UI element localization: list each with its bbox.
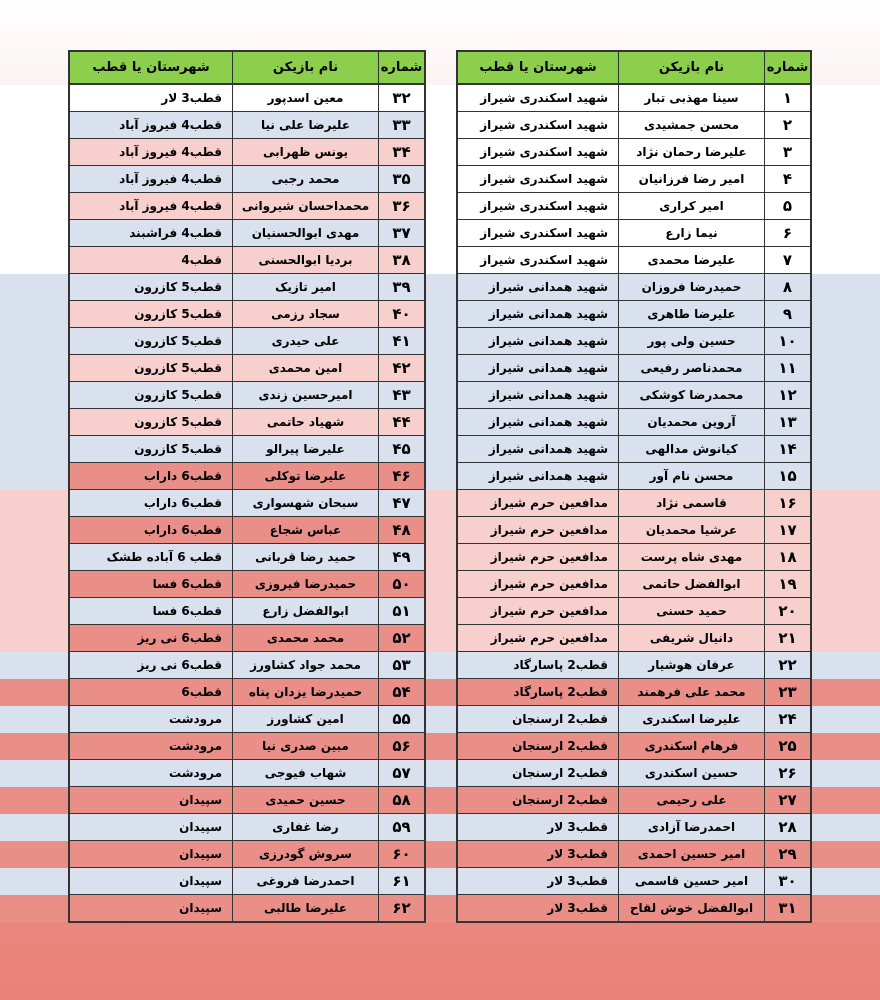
player-number: ۱۳ [765, 409, 812, 436]
player-name: مبین صدری نیا [233, 733, 379, 760]
player-city: قطب5 کازرون [69, 436, 233, 463]
player-city: قطب6 نی ریز [69, 652, 233, 679]
player-number: ۲۳ [765, 679, 812, 706]
player-name: ابوالفضل خوش لقاح [619, 895, 765, 923]
player-name: محمدناصر رفیعی [619, 355, 765, 382]
player-number: ۳۵ [379, 166, 426, 193]
table-row [457, 490, 811, 517]
player-number: ۳۳ [379, 112, 426, 139]
player-city: مدافعین حرم شیراز [457, 517, 619, 544]
table-row [457, 382, 811, 409]
player-city: قطب4 فیروز آباد [69, 193, 233, 220]
player-name: علی رحیمی [619, 787, 765, 814]
player-name: حسین ولی پور [619, 328, 765, 355]
table-row [69, 868, 425, 895]
player-name: امیر تازیک [233, 274, 379, 301]
table-row [69, 733, 425, 760]
player-number: ۴۷ [379, 490, 426, 517]
player-name: مهدی شاه پرست [619, 544, 765, 571]
table-row [457, 247, 811, 274]
player-city: شهید همدانی شیراز [457, 301, 619, 328]
player-city: سپیدان [69, 895, 233, 923]
player-number: ۲۹ [765, 841, 812, 868]
player-name: آروین محمدیان [619, 409, 765, 436]
player-city: قطب2 ارسنجان [457, 706, 619, 733]
player-city: قطب5 کازرون [69, 301, 233, 328]
header-player-name: نام بازیکن [619, 51, 765, 84]
header-number: شماره [379, 51, 426, 84]
table-row [457, 814, 811, 841]
player-name: محمد علی فرهمند [619, 679, 765, 706]
player-city: سپیدان [69, 868, 233, 895]
player-name: حمید حسنی [619, 598, 765, 625]
player-number: ۵۲ [379, 625, 426, 652]
table-row [457, 193, 811, 220]
header-number: شماره [765, 51, 812, 84]
player-number: ۶۲ [379, 895, 426, 923]
table-row [457, 355, 811, 382]
player-number: ۳۶ [379, 193, 426, 220]
table-row [457, 544, 811, 571]
player-name: بردیا ابوالحسنی [233, 247, 379, 274]
player-city: قطب6 [69, 679, 233, 706]
player-city: شهید همدانی شیراز [457, 274, 619, 301]
player-name: حسین حمیدی [233, 787, 379, 814]
table-row [457, 760, 811, 787]
header-city: شهرستان یا قطب [69, 51, 233, 84]
player-name: حمیدرضا فیروزی [233, 571, 379, 598]
table-row [457, 625, 811, 652]
table-row [69, 787, 425, 814]
table-row [69, 517, 425, 544]
table-row [457, 463, 811, 490]
player-city: شهید همدانی شیراز [457, 382, 619, 409]
player-number: ۱ [765, 84, 812, 112]
player-city: قطب2 پاسارگاد [457, 679, 619, 706]
player-city: قطب4 فیروز آباد [69, 166, 233, 193]
player-name: محمد جواد کشاورز [233, 652, 379, 679]
player-city: قطب2 ارسنجان [457, 787, 619, 814]
player-number: ۳۰ [765, 868, 812, 895]
player-number: ۷ [765, 247, 812, 274]
table-row [457, 787, 811, 814]
player-number: ۵۷ [379, 760, 426, 787]
player-city: مدافعین حرم شیراز [457, 598, 619, 625]
table-row [69, 220, 425, 247]
player-city: قطب6 نی ریز [69, 625, 233, 652]
table-row [69, 328, 425, 355]
player-city: شهید همدانی شیراز [457, 463, 619, 490]
table-row [457, 436, 811, 463]
player-name: کیانوش مدالهی [619, 436, 765, 463]
table-row [69, 895, 425, 923]
player-number: ۳۴ [379, 139, 426, 166]
table-row [457, 733, 811, 760]
table-row [69, 355, 425, 382]
table-row [69, 166, 425, 193]
table-row [457, 652, 811, 679]
player-name: مهدی ابوالحسنیان [233, 220, 379, 247]
player-name: محمداحسان شیروانی [233, 193, 379, 220]
player-city: قطب4 [69, 247, 233, 274]
header-city: شهرستان یا قطب [457, 51, 619, 84]
table-row [69, 814, 425, 841]
player-city: شهید اسکندری شیراز [457, 166, 619, 193]
player-city: قطب2 پاسارگاد [457, 652, 619, 679]
table-row [69, 139, 425, 166]
player-number: ۲۷ [765, 787, 812, 814]
table-row [457, 895, 811, 923]
player-name: علیرضا اسکندری [619, 706, 765, 733]
players-table-left [68, 50, 426, 923]
player-number: ۲۸ [765, 814, 812, 841]
player-name: امیر رضا فرزانیان [619, 166, 765, 193]
table-row [69, 625, 425, 652]
player-city: شهید اسکندری شیراز [457, 193, 619, 220]
table-row [69, 382, 425, 409]
player-number: ۱۷ [765, 517, 812, 544]
player-city: قطب6 فسا [69, 571, 233, 598]
player-city: مدافعین حرم شیراز [457, 490, 619, 517]
table-header-row [69, 51, 425, 84]
table-row [457, 274, 811, 301]
table-row [69, 544, 425, 571]
player-number: ۵۱ [379, 598, 426, 625]
table-row [69, 571, 425, 598]
player-number: ۴۶ [379, 463, 426, 490]
player-number: ۴۴ [379, 409, 426, 436]
table-row [69, 84, 425, 112]
player-name: محسن نام آور [619, 463, 765, 490]
table-row [69, 598, 425, 625]
player-number: ۶ [765, 220, 812, 247]
player-name: قاسمی نژاد [619, 490, 765, 517]
player-number: ۴۹ [379, 544, 426, 571]
player-city: شهید همدانی شیراز [457, 328, 619, 355]
player-number: ۵۵ [379, 706, 426, 733]
player-name: علی حیدری [233, 328, 379, 355]
table-row [69, 652, 425, 679]
player-city: قطب6 داراب [69, 463, 233, 490]
table-row [457, 166, 811, 193]
player-name: محمدرضا کوشکی [619, 382, 765, 409]
player-number: ۲۲ [765, 652, 812, 679]
player-name: دانیال شریفی [619, 625, 765, 652]
header-player-name: نام بازیکن [233, 51, 379, 84]
player-city: قطب5 کازرون [69, 409, 233, 436]
table-row [69, 490, 425, 517]
table-row [457, 112, 811, 139]
player-name: امیر حسین احمدی [619, 841, 765, 868]
player-city: قطب 6 آباده طشک [69, 544, 233, 571]
player-name: احمدرضا آزادی [619, 814, 765, 841]
player-name: حمید رضا قربانی [233, 544, 379, 571]
player-number: ۵۰ [379, 571, 426, 598]
player-city: قطب4 فیروز آباد [69, 112, 233, 139]
player-city: قطب4 فراشبند [69, 220, 233, 247]
player-name: علیرضا محمدی [619, 247, 765, 274]
table-header-row [457, 51, 811, 84]
table-row [69, 436, 425, 463]
player-city: شهید همدانی شیراز [457, 436, 619, 463]
player-name: سجاد رزمی [233, 301, 379, 328]
table-row [457, 706, 811, 733]
player-city: مدافعین حرم شیراز [457, 625, 619, 652]
player-name: محمد رجبی [233, 166, 379, 193]
player-number: ۴۱ [379, 328, 426, 355]
player-city: مرودشت [69, 760, 233, 787]
player-city: قطب6 داراب [69, 490, 233, 517]
player-name: امین کشاورز [233, 706, 379, 733]
player-name: فرهام اسکندری [619, 733, 765, 760]
player-city: مرودشت [69, 733, 233, 760]
player-number: ۴۳ [379, 382, 426, 409]
player-city: قطب6 فسا [69, 598, 233, 625]
player-name: علیرضا طاهری [619, 301, 765, 328]
player-name: ابوالفضل حاتمی [619, 571, 765, 598]
player-number: ۲۴ [765, 706, 812, 733]
player-name: معین اسدپور [233, 84, 379, 112]
player-number: ۲۰ [765, 598, 812, 625]
player-city: قطب3 لار [69, 84, 233, 112]
table-row [69, 679, 425, 706]
player-city: شهید اسکندری شیراز [457, 247, 619, 274]
player-number: ۴۲ [379, 355, 426, 382]
player-city: قطب2 ارسنجان [457, 760, 619, 787]
player-number: ۹ [765, 301, 812, 328]
table-row [69, 301, 425, 328]
player-city: قطب5 کازرون [69, 382, 233, 409]
player-name: محمد محمدی [233, 625, 379, 652]
table-row [457, 571, 811, 598]
table-row [69, 112, 425, 139]
table-row [457, 679, 811, 706]
player-city: مدافعین حرم شیراز [457, 544, 619, 571]
table-row [457, 328, 811, 355]
player-name: علیرضا علی نیا [233, 112, 379, 139]
table-row [457, 517, 811, 544]
player-number: ۳۷ [379, 220, 426, 247]
player-city: شهید اسکندری شیراز [457, 112, 619, 139]
players-table-right [456, 50, 812, 923]
player-name: امیر حسین قاسمی [619, 868, 765, 895]
player-name: عرفان هوشیار [619, 652, 765, 679]
table-row [457, 868, 811, 895]
table-row [457, 409, 811, 436]
player-city: قطب5 کازرون [69, 274, 233, 301]
player-city: قطب4 فیروز آباد [69, 139, 233, 166]
table-row [69, 193, 425, 220]
player-number: ۱۲ [765, 382, 812, 409]
player-city: قطب2 ارسنجان [457, 733, 619, 760]
player-name: علیرضا طالبی [233, 895, 379, 923]
player-number: ۱۴ [765, 436, 812, 463]
player-name: سروش گودرزی [233, 841, 379, 868]
player-number: ۲۱ [765, 625, 812, 652]
player-city: مرودشت [69, 706, 233, 733]
player-number: ۵۶ [379, 733, 426, 760]
table-row [457, 139, 811, 166]
player-number: ۱۸ [765, 544, 812, 571]
player-city: قطب6 داراب [69, 517, 233, 544]
player-city: سپیدان [69, 814, 233, 841]
table-row [69, 760, 425, 787]
player-city: قطب5 کازرون [69, 328, 233, 355]
player-name: احمدرضا فروغی [233, 868, 379, 895]
player-name: علیرضا رحمان نژاد [619, 139, 765, 166]
player-name: حمیدرضا فروزان [619, 274, 765, 301]
player-number: ۱۹ [765, 571, 812, 598]
player-name: حمیدرضا یزدان پناه [233, 679, 379, 706]
player-city: قطب3 لار [457, 841, 619, 868]
player-number: ۱۵ [765, 463, 812, 490]
player-city: سپیدان [69, 841, 233, 868]
player-name: امیرحسین زندی [233, 382, 379, 409]
player-city: شهید همدانی شیراز [457, 355, 619, 382]
player-city: مدافعین حرم شیراز [457, 571, 619, 598]
player-city: شهید همدانی شیراز [457, 409, 619, 436]
table-row [457, 301, 811, 328]
player-name: شهیاد حاتمی [233, 409, 379, 436]
player-name: ابوالفضل زارع [233, 598, 379, 625]
player-number: ۴۰ [379, 301, 426, 328]
table-row [69, 463, 425, 490]
player-city: شهید اسکندری شیراز [457, 220, 619, 247]
player-city: سپیدان [69, 787, 233, 814]
table-row [69, 247, 425, 274]
player-name: سبحان شهسواری [233, 490, 379, 517]
player-number: ۵ [765, 193, 812, 220]
player-number: ۳۸ [379, 247, 426, 274]
player-name: محسن جمشیدی [619, 112, 765, 139]
player-number: ۱۶ [765, 490, 812, 517]
player-number: ۵۹ [379, 814, 426, 841]
table-row [69, 706, 425, 733]
player-number: ۵۳ [379, 652, 426, 679]
player-name: نیما زارع [619, 220, 765, 247]
player-number: ۲۶ [765, 760, 812, 787]
player-number: ۳۹ [379, 274, 426, 301]
player-name: رضا غفاری [233, 814, 379, 841]
player-number: ۲۵ [765, 733, 812, 760]
table-row [69, 409, 425, 436]
player-city: قطب5 کازرون [69, 355, 233, 382]
player-number: ۳۲ [379, 84, 426, 112]
player-name: امین محمدی [233, 355, 379, 382]
player-number: ۶۱ [379, 868, 426, 895]
player-number: ۲ [765, 112, 812, 139]
player-number: ۴ [765, 166, 812, 193]
player-name: شهاب فیوجی [233, 760, 379, 787]
player-number: ۵۸ [379, 787, 426, 814]
player-city: شهید اسکندری شیراز [457, 139, 619, 166]
table-row [69, 274, 425, 301]
player-name: سینا مهذبی تبار [619, 84, 765, 112]
player-number: ۳۱ [765, 895, 812, 923]
player-name: حسین اسکندری [619, 760, 765, 787]
player-number: ۸ [765, 274, 812, 301]
player-number: ۱۰ [765, 328, 812, 355]
player-number: ۶۰ [379, 841, 426, 868]
table-row [457, 84, 811, 112]
player-city: قطب3 لار [457, 868, 619, 895]
table-row [69, 841, 425, 868]
player-number: ۴۵ [379, 436, 426, 463]
player-name: عباس شجاع [233, 517, 379, 544]
player-name: یونس ظهرابی [233, 139, 379, 166]
player-number: ۱۱ [765, 355, 812, 382]
player-number: ۴۸ [379, 517, 426, 544]
player-city: قطب3 لار [457, 814, 619, 841]
table-row [457, 841, 811, 868]
player-name: علیرضا توکلی [233, 463, 379, 490]
player-name: امیر کراری [619, 193, 765, 220]
table-row [457, 220, 811, 247]
player-city: شهید اسکندری شیراز [457, 84, 619, 112]
player-name: عرشیا محمدیان [619, 517, 765, 544]
player-city: قطب3 لار [457, 895, 619, 923]
table-row [457, 598, 811, 625]
player-number: ۳ [765, 139, 812, 166]
player-number: ۵۴ [379, 679, 426, 706]
player-name: علیرضا پیرالو [233, 436, 379, 463]
